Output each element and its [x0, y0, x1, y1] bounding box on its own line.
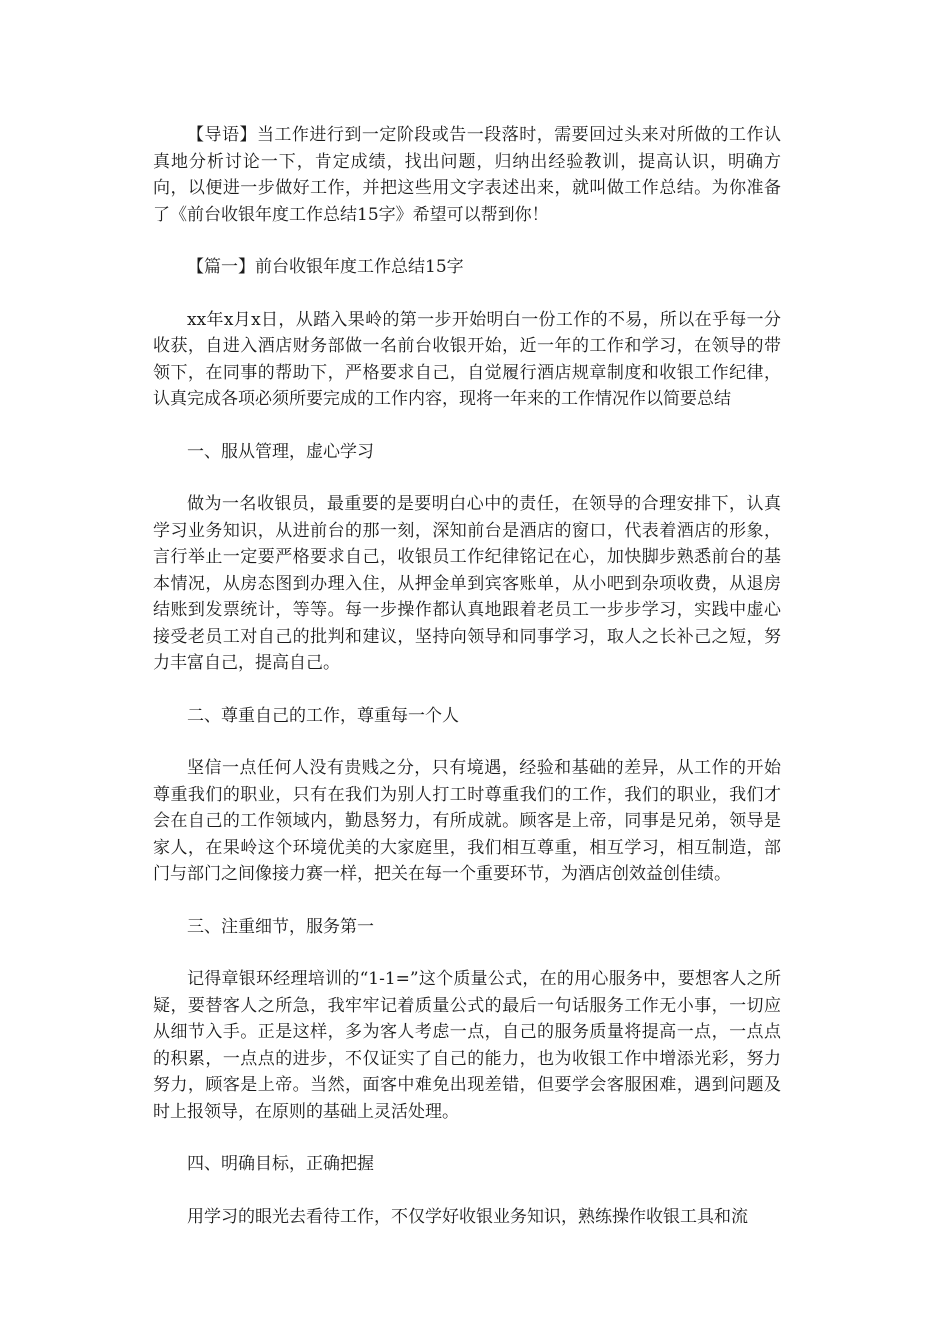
heading-4: 四、明确目标，正确把握 — [187, 1154, 374, 1174]
heading-2: 二、尊重自己的工作，尊重每一个人 — [187, 705, 459, 726]
document-body — [153, 122, 781, 1256]
opening-paragraph: xx年x月x日，从踏入果岭的第一步开始明白一份工作的不易，所以在乎每一分收获，自进入酒店财务部做一名前台收银开始，近一年的工作和学习，在领导的带领下，在同事的帮助下，严格要求自己，自觉履行酒店规章制度和收银工作纪律，认真完成各项必须所要完成的工作内容，现将一年来的工作情况作以简要总结 — [153, 309, 781, 409]
heading-1: 一、服从管理，虚心学习 — [187, 441, 374, 462]
heading-3: 三、注重细节，服务第一 — [187, 916, 374, 937]
paragraph-1: 做为一名收银员，最重要的是要明白心中的责任，在领导的合理安排下，认真学习业务知识，从进前台的那一刻，深知前台是酒店的窗口，代表着酒店的形象，言行举止一定要严格要求自己，收银员工作纪律铭记在心，加快脚步熟悉前台的基本情况，从房态图到办理入住，从押金单到宾客账单，从小吧到杂项收费，从退房结账到发票统计，等等。每一步操作都认真地跟着老员工一步步学习，实践中虚心接受老员工对自己的批判和建议，坚持向领导和同事学习，取人之长补己之短，努力丰富自己，提高自己。 — [153, 494, 781, 673]
section-title: 【篇一】前台收银年度工作总结15字 — [187, 257, 464, 277]
intro-paragraph: 【导语】当工作进行到一定阶段或告一段落时，需要回过头来对所做的工作认真地分析讨论一下，肯定成绩，找出问题，归纳出经验教训，提高认识，明确方向，以便进一步做好工作，并把这些用文字表述出来，就叫做工作总结。为你准备了《前台收银年度工作总结15字》希望可以帮到你！ — [153, 125, 781, 225]
paragraph-4: 用学习的眼光去看待工作，不仅学好收银业务知识，熟练操作收银工具和流 — [187, 1206, 748, 1227]
paragraph-2: 坚信一点任何人没有贵贱之分，只有境遇，经验和基础的差异，从工作的开始尊重我们的职业，只有在我们为别人打工时尊重我们的工作，我们的职业，我们才会在自己的工作领域内，勤恳努力，有所成就。顾客是上帝，同事是兄弟，领导是家人，在果岭这个环境优美的大家庭里，我们相互尊重，相互学习，相互制造，部门与部门之间像接力赛一样，把关在每一个重要环节，为酒店创效益创佳绩。 — [153, 758, 781, 884]
paragraph-3: 记得章银环经理培训的“1-1=”这个质量公式，在的用心服务中，要想客人之所疑，要替客人之所急，我牢牢记着质量公式的最后一句话服务工作无小事，一切应从细节入手。正是这样，多为客人考虑一点，自己的服务质量将提高一点，一点点的积累，一点点的进步，不仅证实了自己的能力，也为收银工作中增添光彩，努力努力，顾客是上帝。当然，面客中难免出现差错，但要学会客服困难，遇到问题及时上报领导，在原则的基础上灵活处理。 — [153, 969, 781, 1122]
